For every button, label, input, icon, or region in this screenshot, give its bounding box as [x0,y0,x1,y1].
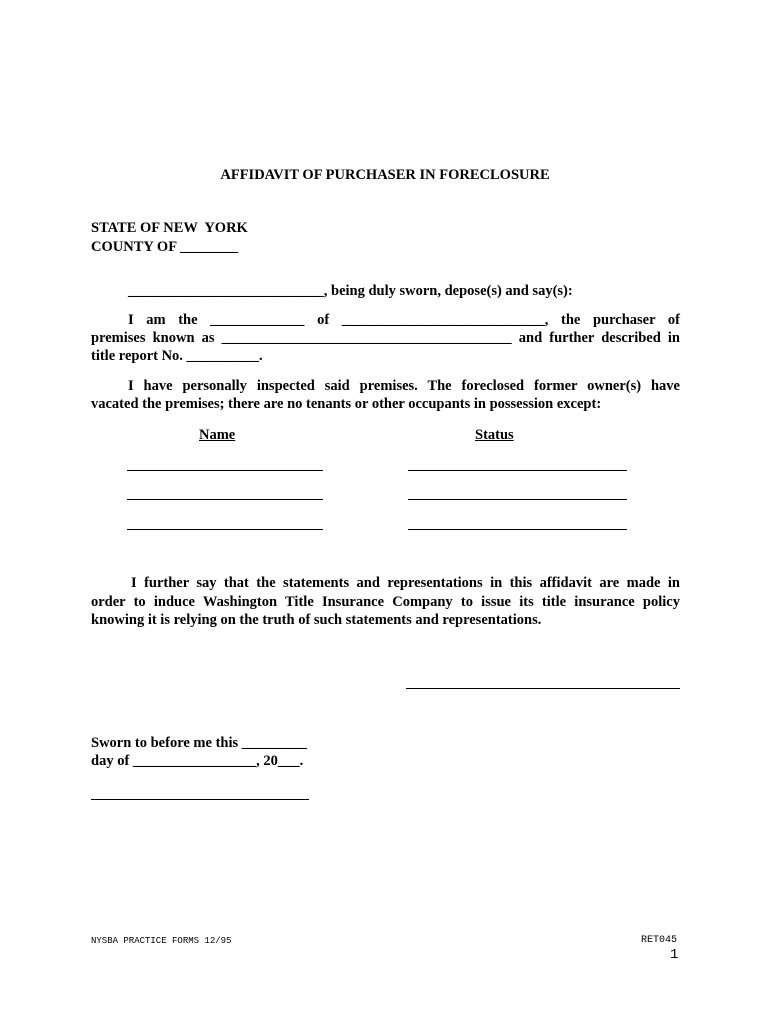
para3-line1: I further say that the statements and representations in this affidavit are made in [131,575,680,591]
footer-form-id: NYSBA PRACTICE FORMS 12/95 [91,936,232,946]
occupants-header-status: Status [475,427,514,443]
footer-code: RET045 [641,935,678,946]
occupant-status-line [408,499,627,500]
occupants-header-name: Name [199,427,236,443]
para1-line2: premises known as ________________________________________ and further described in [91,330,680,346]
occupant-status-line [408,470,627,471]
para2-line2: vacated the premises; there are no tenants or other occupants in possession except: [91,396,602,412]
venue-county: COUNTY OF ________ [91,239,239,255]
para2-line1: I have personally inspected said premises. The foreclosed former owner(s) have [128,378,680,394]
occupant-name-line [127,499,323,500]
deponent-signature-line [406,688,680,689]
notary-signature-line [91,799,309,800]
occupant-name-line [127,529,323,530]
para3-line3: knowing it is relying on the truth of such statements and representations. [91,612,542,628]
venue-state: STATE OF NEW YORK [91,220,248,236]
para1-line1: I am the _____________ of ____________________________, the purchaser of [128,312,680,328]
para3-line2: order to induce Washington Title Insurance Company to issue its title insurance policy [91,594,680,610]
deponent-line: ___________________________, being duly sworn, depose(s) and say(s): [128,283,573,299]
page-number: 1 [670,947,679,963]
document-title: AFFIDAVIT OF PURCHASER IN FORECLOSURE [220,167,550,183]
occupant-name-line [127,470,323,471]
jurat-line1: Sworn to before me this _________ [91,735,308,751]
jurat-line2: day of _________________, 20___. [91,753,304,769]
occupant-status-line [408,529,627,530]
para1-line3: title report No. __________. [91,348,263,364]
